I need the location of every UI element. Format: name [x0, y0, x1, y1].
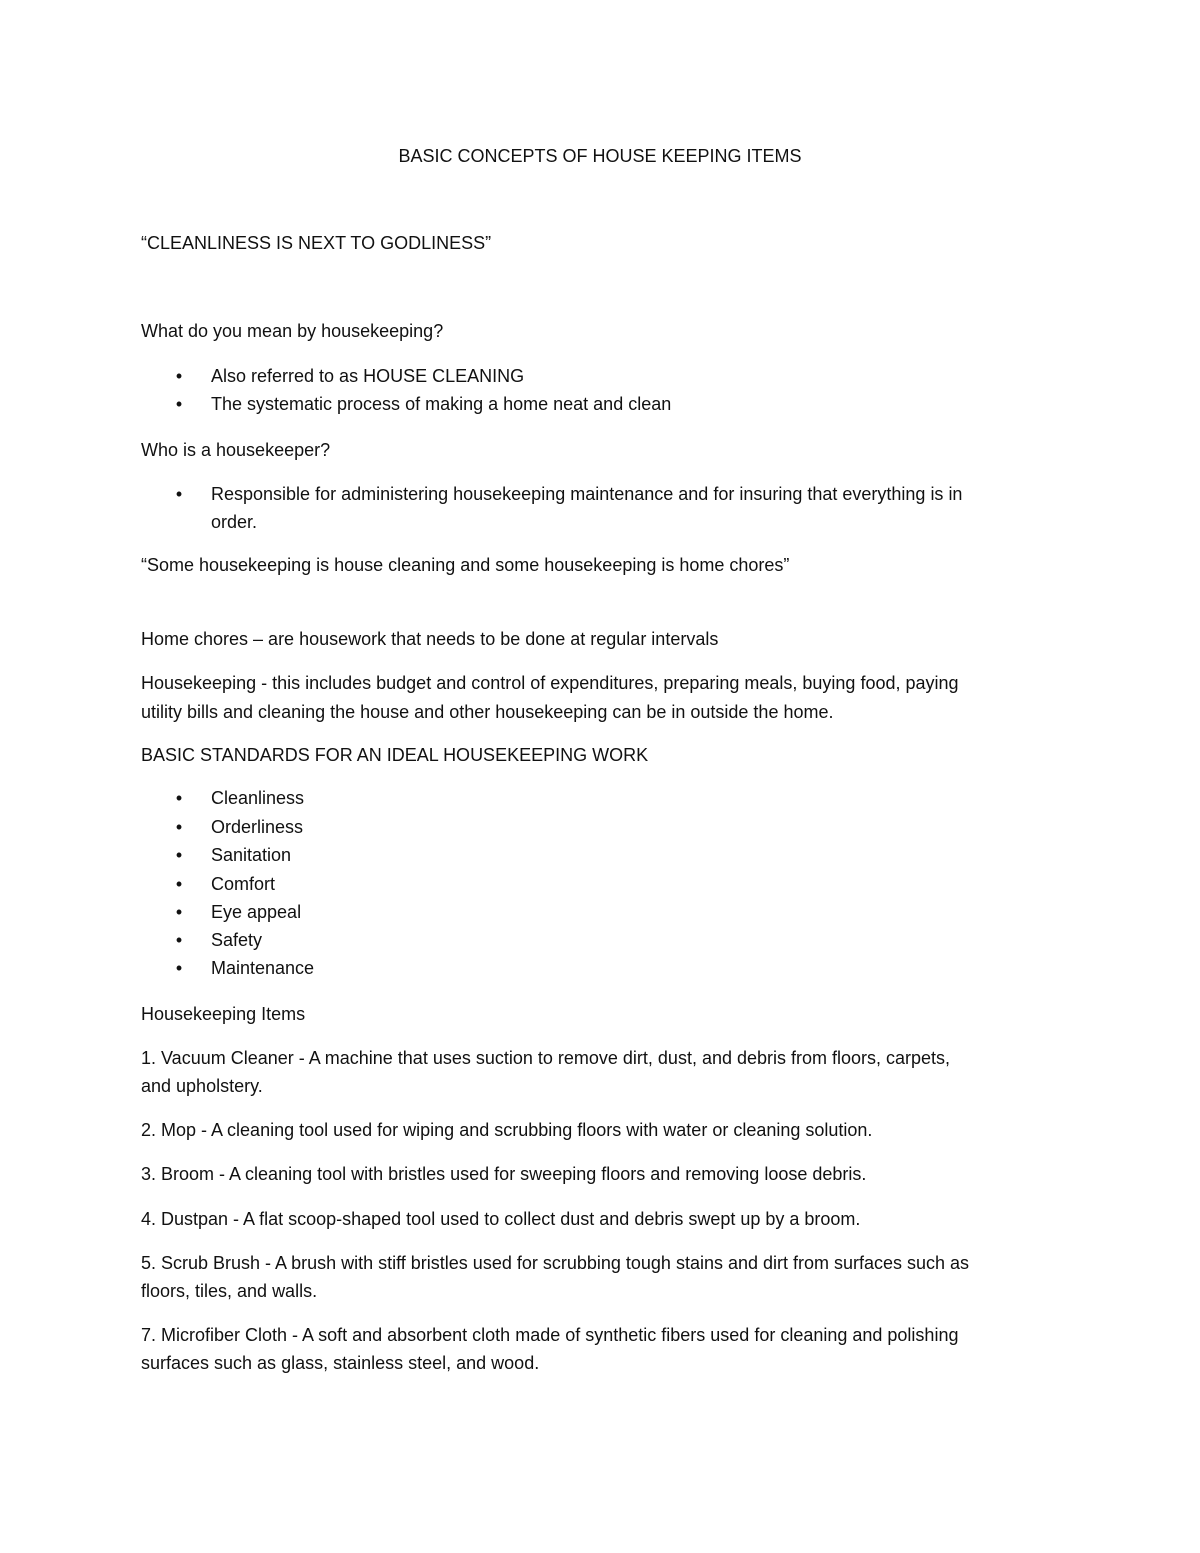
bullet-icon: • [175, 394, 183, 414]
item-microfiber-cloth-continuation: surfaces such as glass, stainless steel, and wood. [141, 1353, 540, 1373]
bullet-icon: • [175, 845, 183, 865]
item-dustpan: 4. Dustpan - A flat scoop-shaped tool used to collect dust and debris swept up by a broom. [141, 1209, 861, 1229]
bullet-icon: • [175, 930, 183, 950]
motto: “CLEANLINESS IS NEXT TO GODLINESS” [141, 233, 492, 253]
bullet-icon: • [175, 902, 183, 922]
item-vacuum-cleaner-continuation: and upholstery. [141, 1076, 263, 1096]
list-item: Maintenance [211, 958, 315, 978]
housekeeping-definition: Housekeeping - this includes budget and control of expenditures, preparing meals, buying food, paying [141, 673, 959, 693]
item-microfiber-cloth: 7. Microfiber Cloth - A soft and absorbent cloth made of synthetic fibers used for cleaning and polishing [141, 1325, 959, 1345]
bullet-icon: • [175, 788, 183, 808]
item-broom: 3. Broom - A cleaning tool with bristles used for sweeping floors and removing loose debris. [141, 1164, 867, 1184]
quote: “Some housekeeping is house cleaning and some housekeeping is home chores” [141, 555, 790, 575]
question-housekeeper: Who is a housekeeper? [141, 440, 331, 460]
list-item: Orderliness [211, 817, 304, 837]
list-item: Eye appeal [211, 902, 302, 922]
bullet-icon: • [175, 958, 183, 978]
standards-heading: BASIC STANDARDS FOR AN IDEAL HOUSEKEEPING WORK [141, 745, 649, 765]
list-item: Sanitation [211, 845, 292, 865]
bullet-icon: • [175, 366, 183, 386]
list-item: Safety [211, 930, 263, 950]
housekeeping-definition-continuation: utility bills and cleaning the house and other housekeeping can be in outside the home. [141, 702, 834, 722]
item-mop: 2. Mop - A cleaning tool used for wiping and scrubbing floors with water or cleaning solution. [141, 1120, 873, 1140]
item-scrub-brush-continuation: floors, tiles, and walls. [141, 1281, 318, 1301]
list-item-continuation: order. [211, 512, 258, 532]
question-housekeeping: What do you mean by housekeeping? [141, 321, 444, 341]
list-item: Comfort [211, 874, 276, 894]
bullet-icon: • [175, 874, 183, 894]
bullet-icon: • [175, 817, 183, 837]
list-item: Responsible for administering housekeeping maintenance and for insuring that everything is in [211, 484, 963, 504]
items-heading: Housekeeping Items [141, 1004, 306, 1024]
list-item: Cleanliness [211, 788, 305, 808]
list-item: Also referred to as HOUSE CLEANING [211, 366, 525, 386]
bullet-icon: • [175, 484, 183, 504]
list-item: The systematic process of making a home neat and clean [211, 394, 672, 414]
document-title: BASIC CONCEPTS OF HOUSE KEEPING ITEMS [398, 146, 802, 166]
item-vacuum-cleaner: 1. Vacuum Cleaner - A machine that uses suction to remove dirt, dust, and debris from floors, carpets, [141, 1048, 951, 1068]
item-scrub-brush: 5. Scrub Brush - A brush with stiff bristles used for scrubbing tough stains and dirt from surfaces such as [141, 1253, 970, 1273]
home-chores-definition: Home chores – are housework that needs to be done at regular intervals [141, 629, 719, 649]
